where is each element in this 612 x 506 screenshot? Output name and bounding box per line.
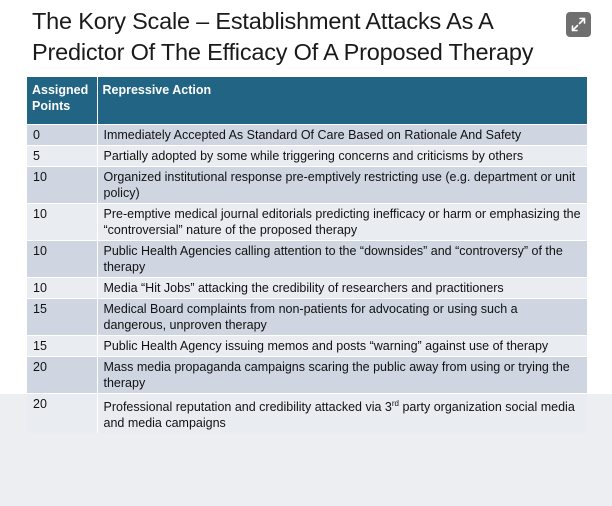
action-cell: Organized institutional response pre-emptively restricting use (e.g. department or unit policy) [97,166,587,203]
table-row [27,335,587,356]
table-row [27,356,587,393]
table-row [27,145,587,166]
action-cell: Pre-emptive medical journal editorials predicting inefficacy or harm or emphasizing the “controversial” nature of the proposed therapy [97,203,587,240]
header-assigned-points: Assigned Points [27,77,97,124]
points-cell: 15 [27,298,97,335]
expand-arrows-icon [571,17,586,32]
points-cell: 20 [27,393,97,433]
table-row [27,277,587,298]
action-cell: Immediately Accepted As Standard Of Care Based on Rationale And Safety [97,124,587,145]
points-cell: 10 [27,277,97,298]
points-cell: 5 [27,145,97,166]
points-cell: 15 [27,335,97,356]
ordinal-suffix: rd [391,398,399,408]
action-cell: Partially adopted by some while triggering concerns and criticisms by others [97,145,587,166]
action-cell: Medical Board complaints from non-patients for advocating or using such a dangerous, unproven therapy [97,298,587,335]
table-row [27,124,587,145]
table-row [27,298,587,335]
action-cell [97,393,587,433]
action-cell: Public Health Agencies calling attention to the “downsides” and “controversy” of the therapy [97,240,587,277]
kory-scale-table [27,77,587,433]
points-cell: 20 [27,356,97,393]
table-row [27,166,587,203]
table-row [27,393,587,433]
table-row [27,240,587,277]
action-cell: Mass media propaganda campaigns scaring the public away from using or trying the therapy [97,356,587,393]
action-cell: Public Health Agency issuing memos and posts “warning” against use of therapy [97,335,587,356]
points-cell: 10 [27,203,97,240]
action-text-part: Professional reputation and credibility attacked via 3 [103,399,392,414]
action-cell: Media “Hit Jobs” attacking the credibility of researchers and practitioners [97,277,587,298]
points-cell: 0 [27,124,97,145]
table-header-row [27,77,587,124]
action-text-part: party organization social media and media campaigns [103,399,575,430]
page-title: The Kory Scale – Establishment Attacks As A Predictor Of The Efficacy Of A Proposed Therapy [32,8,534,65]
table-row [27,203,587,240]
points-cell: 10 [27,240,97,277]
expand-button[interactable] [566,12,591,37]
header-repressive-action: Repressive Action [97,77,587,124]
points-cell: 10 [27,166,97,203]
